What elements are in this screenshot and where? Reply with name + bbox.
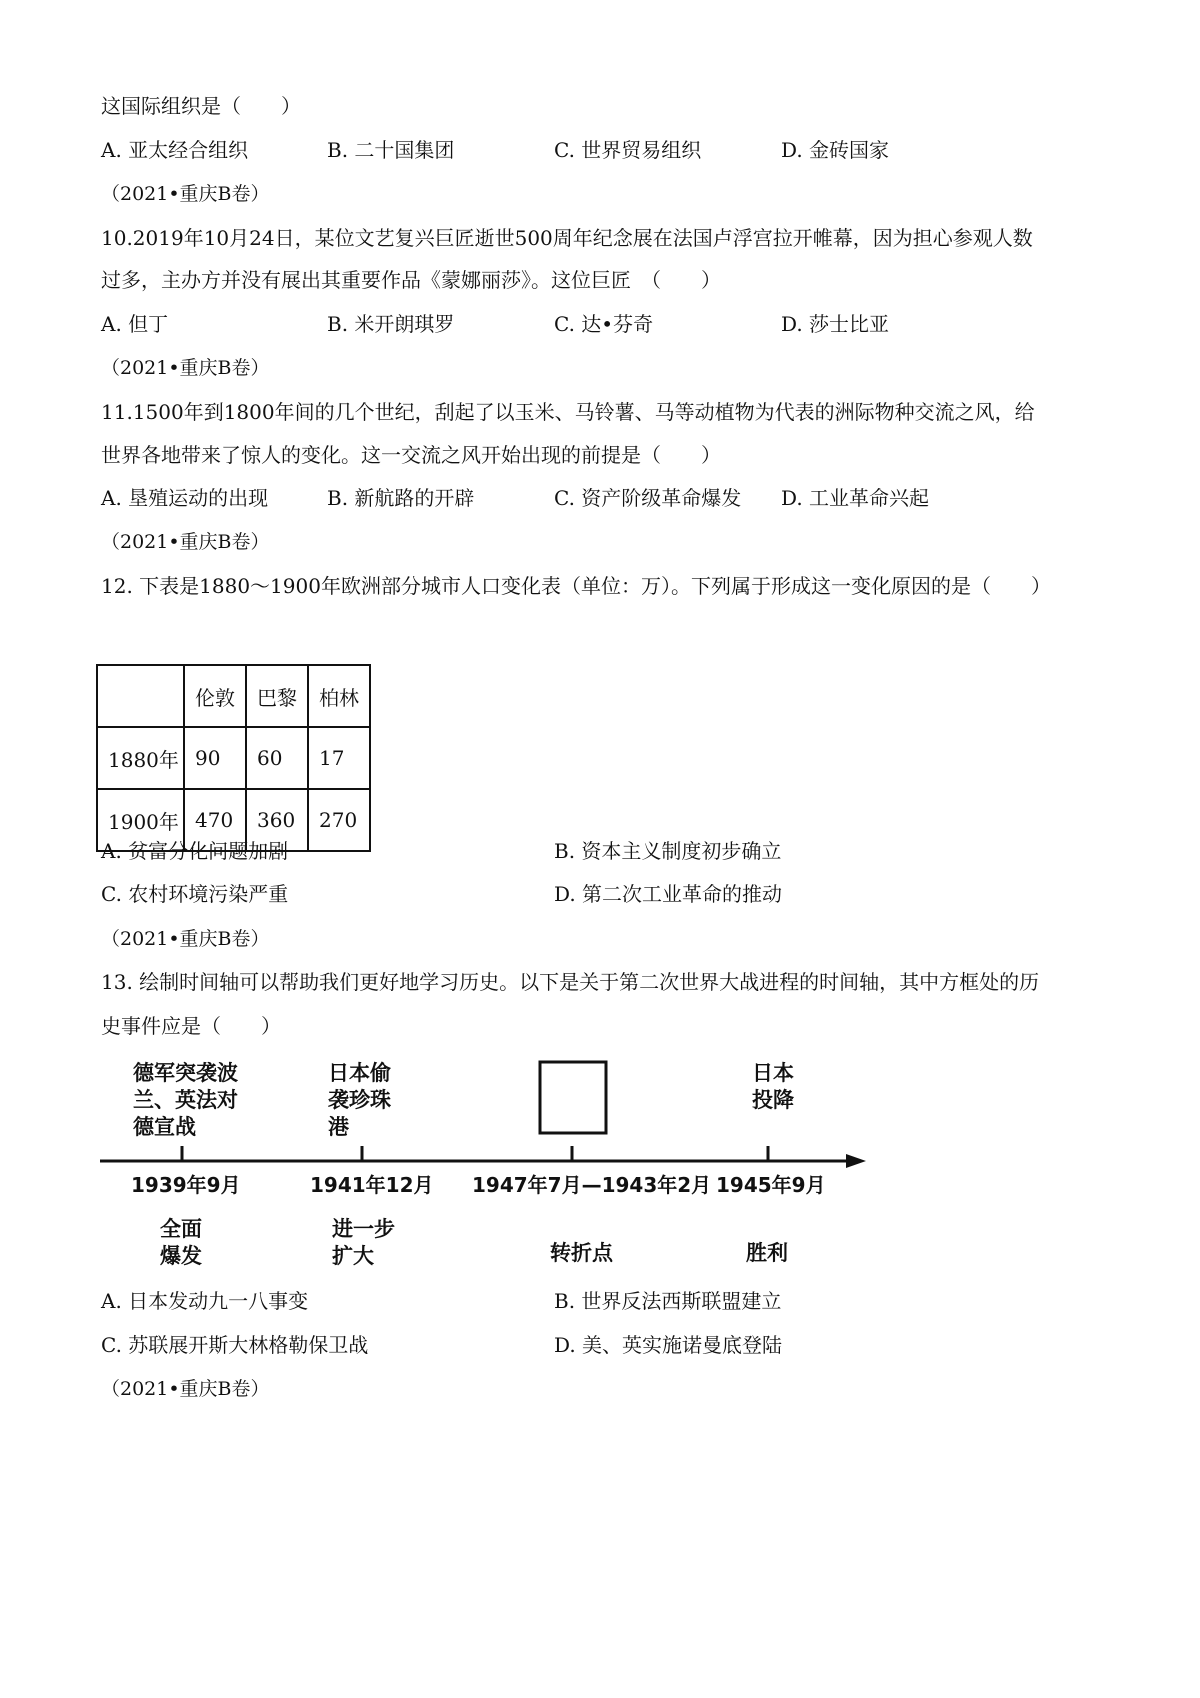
q12-option-c[interactable]: C. 农村环境污染严重 xyxy=(101,882,289,906)
q9-stem-tail: 这国际组织是（ ） xyxy=(101,94,301,118)
table-header-london: 伦敦 xyxy=(184,665,246,727)
table-cell-berlin: 17 xyxy=(308,727,370,789)
q11-source: （2021•重庆B卷） xyxy=(101,531,270,553)
q13-source: （2021•重庆B卷） xyxy=(101,1378,270,1400)
table-cell-paris: 60 xyxy=(246,727,308,789)
q11-option-c[interactable]: C. 资产阶级革命爆发 xyxy=(554,486,742,510)
phase-victory: 胜利 xyxy=(746,1241,788,1265)
q9-option-b[interactable]: B. 二十国集团 xyxy=(327,138,455,162)
q13-stem-line2: 史事件应是（ ） xyxy=(101,1014,281,1038)
q12-option-b[interactable]: B. 资本主义制度初步确立 xyxy=(554,839,782,863)
event-pearl-harbor: 日本偷 袭珍珠 港 xyxy=(328,1061,391,1139)
blank-answer-box xyxy=(540,1062,606,1133)
table-cell-year: 1880年 xyxy=(97,727,184,789)
date-range-turning-point: 1947年7月—1943年2月 xyxy=(472,1173,712,1197)
table-cell-year: 1900年 xyxy=(97,789,184,851)
q13-option-c[interactable]: C. 苏联展开斯大林格勒保卫战 xyxy=(101,1333,369,1357)
q11-option-b[interactable]: B. 新航路的开辟 xyxy=(327,486,475,510)
q9-option-a[interactable]: A. 亚太经合组织 xyxy=(101,138,249,162)
date-1941-12: 1941年12月 xyxy=(310,1173,434,1197)
q12-stem-line1: 12. 下表是1880～1900年欧洲部分城市人口变化表（单位：万）。下列属于形成这一变化原因的是（ ） xyxy=(101,574,1051,598)
date-1945-09: 1945年9月 xyxy=(716,1173,826,1197)
q13-option-d[interactable]: D. 美、英实施诺曼底登陆 xyxy=(554,1333,783,1357)
table-cell-london: 470 xyxy=(184,789,246,851)
q11-stem-line2: 世界各地带来了惊人的变化。这一交流之风开始出现的前提是（ ） xyxy=(101,443,721,467)
table-cell-berlin: 270 xyxy=(308,789,370,851)
q13-option-b[interactable]: B. 世界反法西斯联盟建立 xyxy=(554,1289,782,1313)
q11-option-d[interactable]: D. 工业革命兴起 xyxy=(781,486,930,510)
q10-option-c[interactable]: C. 达•芬奇 xyxy=(554,312,654,336)
q9-option-c[interactable]: C. 世界贸易组织 xyxy=(554,138,702,162)
phase-turning-point: 转折点 xyxy=(550,1241,613,1265)
q12-option-d[interactable]: D. 第二次工业革命的推动 xyxy=(554,882,783,906)
q10-stem-line1: 10.2019年10月24日，某位文艺复兴巨匠逝世500周年纪念展在法国卢浮宫拉开帷幕，因为担心参观人数 xyxy=(101,226,1033,250)
table-header-paris: 巴黎 xyxy=(246,665,308,727)
date-1939-09: 1939年9月 xyxy=(131,1173,241,1197)
q11-option-a[interactable]: A. 垦殖运动的出现 xyxy=(101,486,269,510)
q10-stem-line2: 过多，主办方并没有展出其重要作品《蒙娜丽莎》。这位巨匠 （ ） xyxy=(101,268,721,292)
q10-source: （2021•重庆B卷） xyxy=(101,357,270,379)
table-header-berlin: 柏林 xyxy=(308,665,370,727)
table-cell-london: 90 xyxy=(184,727,246,789)
q12-option-a[interactable]: A. 贫富分化问题加剧 xyxy=(101,839,289,863)
phase-full-outbreak: 全面 爆发 xyxy=(160,1217,202,1268)
q10-option-a[interactable]: A. 但丁 xyxy=(101,312,169,336)
event-germany-invades-poland: 德军突袭波 兰、英法对 德宣战 xyxy=(133,1061,238,1139)
q11-stem-line1: 11.1500年到1800年间的几个世纪，刮起了以玉米、马铃薯、马等动植物为代表的洲际物种交流之风，给 xyxy=(101,400,1035,424)
q9-source: （2021•重庆B卷） xyxy=(101,183,270,205)
event-japan-surrenders: 日本 投降 xyxy=(752,1061,794,1112)
phase-further-expansion: 进一步 扩大 xyxy=(332,1217,395,1268)
timeline-arrowhead xyxy=(846,1154,866,1168)
q9-option-d[interactable]: D. 金砖国家 xyxy=(781,138,890,162)
table-cell-paris: 360 xyxy=(246,789,308,851)
q13-option-a[interactable]: A. 日本发动九一八事变 xyxy=(101,1289,309,1313)
q13-stem-line1: 13. 绘制时间轴可以帮助我们更好地学习历史。以下是关于第二次世界大战进程的时间轴，其中方框处的历 xyxy=(101,970,1040,994)
q10-option-b[interactable]: B. 米开朗琪罗 xyxy=(327,312,455,336)
q10-option-d[interactable]: D. 莎士比亚 xyxy=(781,312,890,336)
q12-source: （2021•重庆B卷） xyxy=(101,928,270,950)
